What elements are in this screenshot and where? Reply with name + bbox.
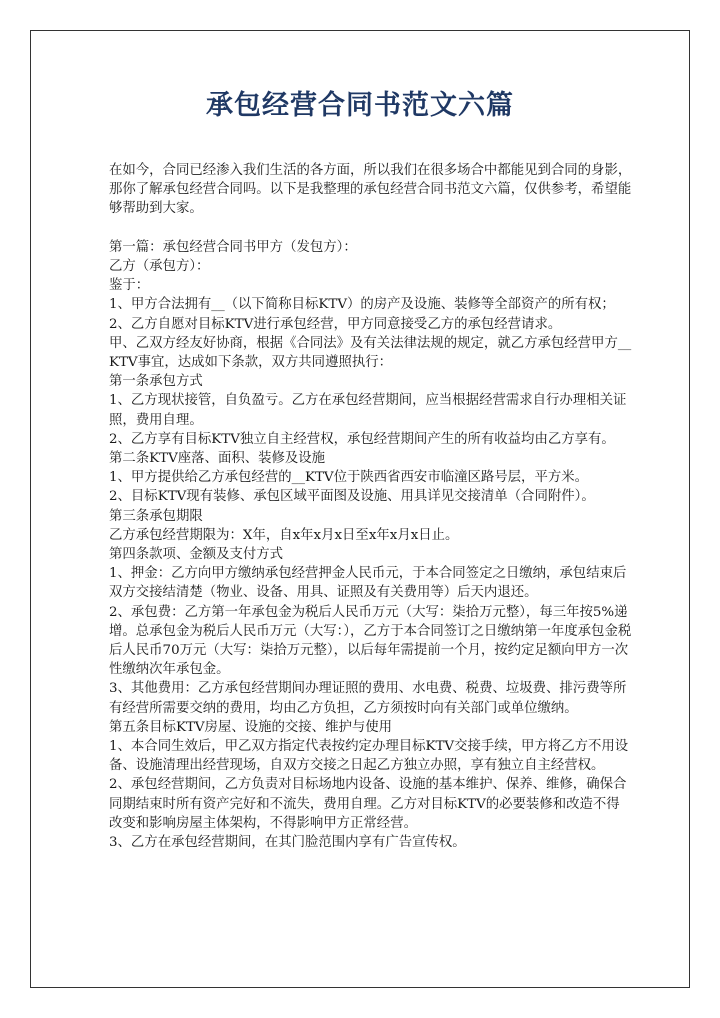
article-2-heading: 第二条KTV座落、面积、装修及设施 xyxy=(109,451,326,467)
article-5-heading: 第五条目标KTV房屋、设施的交接、维护与使用 xyxy=(109,719,393,735)
document-title: 承包经营合同书范文六篇 xyxy=(206,90,514,121)
article-1-heading: 第一条承包方式 xyxy=(109,374,203,390)
article-3-term: 乙方承包经营期限为：X年，自x年x月x日至x年x月x日止。 xyxy=(109,527,459,543)
article-4-item-1: 1、押金：乙方向甲方缴纳承包经营押金人民币元，于本合同签定之日缴纳，承包结束后双方交接结清楚（物业、设备、用具、证照及有关费用等）后天内退还。 xyxy=(109,566,627,601)
article-5-item-1: 1、本合同生效后，甲乙双方指定代表按约定办理目标KTV交接手续，甲方将乙方不用设备、设施清理出经营现场，自双方交接之日起乙方独立办照，享有独立自主经营权。 xyxy=(109,739,629,774)
article-3-heading: 第三条承包期限 xyxy=(109,508,203,524)
article-4-item-2: 2、承包费：乙方第一年承包金为税后人民币万元（大写：柒拾万元整），每三年按5%递增。总承包金为税后人民币万元（大写：），乙方于本合同签订之日缴纳第一年度承包金税后人民币70万元（大写：柒拾万元整），以后每年需提前一个月，按约定足额向甲方一次性缴纳次年承包金。 xyxy=(109,604,632,678)
article-1-item-2: 2、乙方享有目标KTV独立自主经营权，承包经营期间产生的所有收益均由乙方享有。 xyxy=(109,431,615,447)
document-body xyxy=(109,161,633,852)
agreement-preamble: 甲、乙双方经友好协商，根据《合同法》及有关法律法规的规定，就乙方承包经营甲方__KTV事宜，达成如下条款，双方共同遵照执行： xyxy=(109,335,632,371)
article-5-item-3: 3、乙方在承包经营期间，在其门脸范围内享有广告宣传权。 xyxy=(109,835,466,851)
whereas-item-1: 1、甲方合法拥有__（以下简称目标KTV）的房产及设施、装修等全部资产的所有权； xyxy=(109,297,615,313)
paragraph-spacer xyxy=(109,219,633,238)
intro-paragraph: 在如今，合同已经渗入我们生活的各方面，所以我们在很多场合中都能见到合同的身影，那你了解承包经营合同吗。以下是我整理的承包经营合同书范文六篇，仅供参考，希望能够帮助到大家。 xyxy=(109,163,632,217)
article-4-item-3: 3、其他费用：乙方承包经营期间办理证照的费用、水电费、税费、垃圾费、排污费等所有经营所需要交纳的费用，均由乙方负担，乙方须按时向有关部门或单位缴纳。 xyxy=(109,681,627,716)
article-2-item-2: 2、目标KTV现有装修、承包区域平面图及设施、用具详见交接清单（合同附件）。 xyxy=(109,489,595,505)
whereas-heading: 鉴于： xyxy=(109,278,150,294)
article-2-item-1: 1、甲方提供给乙方承包经营的__KTV位于陕西省西安市临潼区路号层，平方米。 xyxy=(109,470,589,486)
article-5-item-2: 2、承包经营期间，乙方负责对目标场地内设备、设施的基本维护、保养、维修，确保合同期结束时所有资产完好和不流失，费用自理。乙方对目标KTV的必要装修和改造不得改变和影响房屋主体架构，不得影响甲方正常经营。 xyxy=(109,777,627,831)
party-b-line: 乙方（承包方）： xyxy=(109,259,210,274)
whereas-item-2: 2、乙方自愿对目标KTV进行承包经营，甲方同意接受乙方的承包经营请求。 xyxy=(109,316,562,332)
article-1-item-1: 1、乙方现状接管，自负盈亏。乙方在承包经营期间，应当根据经营需求自行办理相关证照，费用自理。 xyxy=(109,393,627,428)
article-4-heading: 第四条款项、金额及支付方式 xyxy=(109,547,284,563)
part-one-heading: 第一篇：承包经营合同书甲方（发包方）： xyxy=(109,239,357,255)
